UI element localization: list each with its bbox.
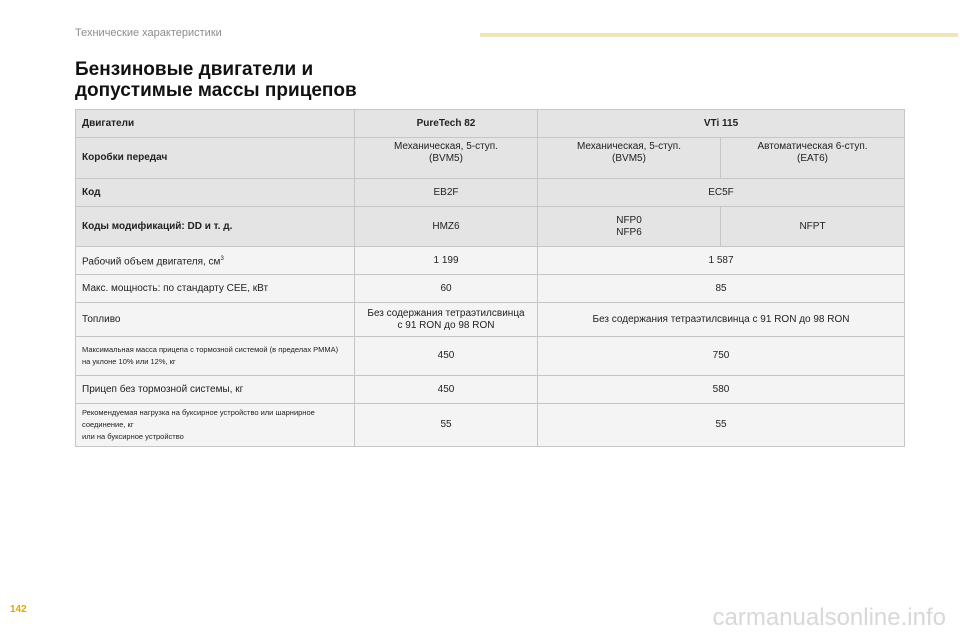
spec-table [75, 109, 905, 447]
unbraked-1: 450 [355, 376, 538, 404]
table-row [76, 110, 905, 138]
gearbox-3: Автоматическая 6-ступ. (EAT6) [721, 138, 905, 179]
table-row [76, 376, 905, 404]
towball-label: Рекомендуемая нагрузка на буксирное устройство или шарнирное соединение, кг или на буксирное устройство [76, 404, 355, 447]
engine-1: PureTech 82 [355, 110, 538, 138]
table-row [76, 247, 905, 275]
section-header: Технические характеристики [75, 27, 222, 39]
braked-label: Максимальная масса прицепа с тормозной системой (в пределах PMMA) на уклоне 10% или 12%, кг [76, 337, 355, 376]
unbraked-2: 580 [538, 376, 905, 404]
braked-2: 750 [538, 337, 905, 376]
table-row [76, 207, 905, 247]
page-title: Бензиновые двигатели и допустимые массы прицепов [75, 59, 357, 101]
towball-1: 55 [355, 404, 538, 447]
mod-2: NFP0 NFP6 [538, 207, 721, 247]
table-row [76, 303, 905, 337]
power-1: 60 [355, 275, 538, 303]
code-1: EB2F [355, 179, 538, 207]
towball-2: 55 [538, 404, 905, 447]
page-number: 142 [10, 604, 27, 615]
table-row [76, 275, 905, 303]
unbraked-label: Прицеп без тормозной системы, кг [76, 376, 355, 404]
gearbox-2: Механическая, 5-ступ. (BVM5) [538, 138, 721, 179]
volume-2: 1 587 [538, 247, 905, 275]
volume-label: Рабочий объем двигателя, $см^3$ [76, 247, 355, 275]
code-2: EC5F [538, 179, 905, 207]
header-accent-bar [480, 33, 958, 37]
code-label: Код [76, 179, 355, 207]
mod-1: HMZ6 [355, 207, 538, 247]
table-row [76, 337, 905, 376]
fuel-label: Топливо [76, 303, 355, 337]
fuel-1: Без содержания тетраэтилсвинца с 91 RON до 98 RON [355, 303, 538, 337]
gearbox-label: Коробки передач [76, 138, 355, 179]
watermark: carmanualsonline.info [712, 604, 946, 631]
power-2: 85 [538, 275, 905, 303]
table-row [76, 179, 905, 207]
gearbox-1: Механическая, 5-ступ. (BVM5) [355, 138, 538, 179]
mod-3: NFPT [721, 207, 905, 247]
volume-1: 1 199 [355, 247, 538, 275]
braked-1: 450 [355, 337, 538, 376]
mod-label: Коды модификаций: DD и т. д. [76, 207, 355, 247]
table-row [76, 138, 905, 179]
engine-2: VTi 115 [538, 110, 905, 138]
table-row [76, 404, 905, 447]
power-label: Макс. мощность: по стандарту CEE, кВт [76, 275, 355, 303]
fuel-2: Без содержания тетраэтилсвинца с 91 RON до 98 RON [538, 303, 905, 337]
engines-label: Двигатели [76, 110, 355, 138]
